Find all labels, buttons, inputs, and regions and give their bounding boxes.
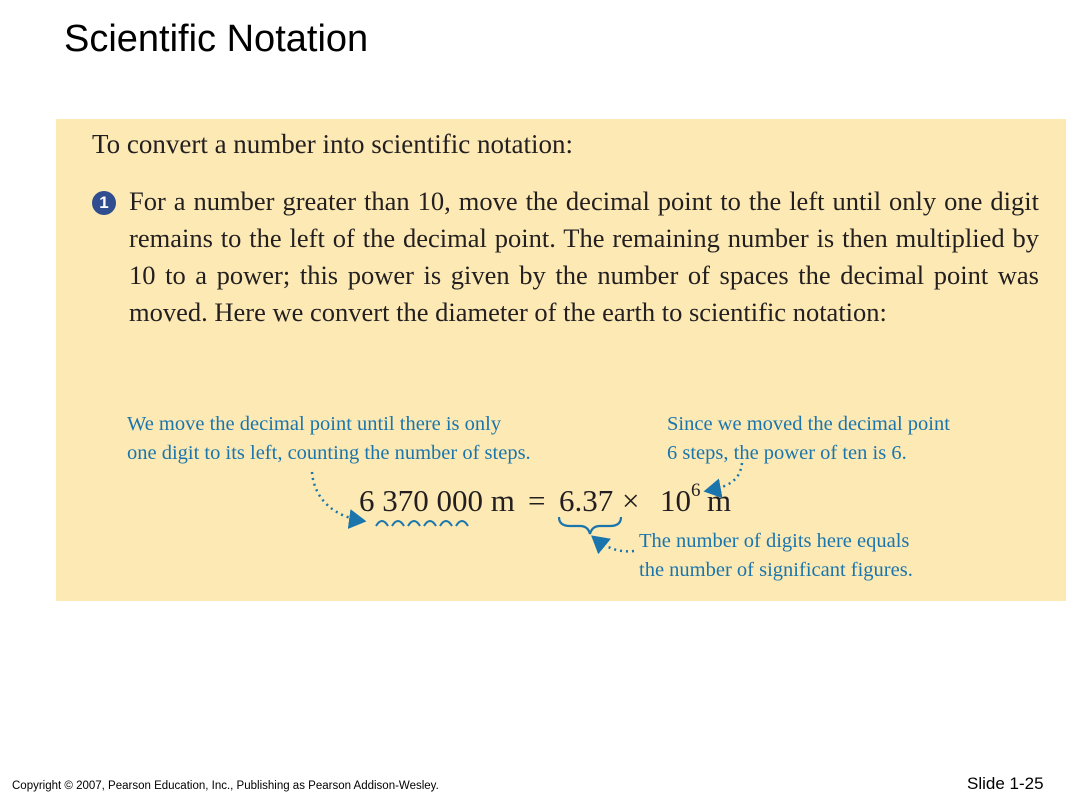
annotation-line: the number of significant figures. (639, 559, 913, 581)
slide-number: Slide 1-25 (967, 774, 1044, 793)
equation-exponent: 6 (691, 479, 701, 501)
dotted-arrow-left (312, 472, 364, 521)
content-panel (56, 119, 1066, 601)
step-number-badge: 1 (92, 191, 116, 215)
annotation-line: The number of digits here equals (639, 530, 910, 552)
annotation-line: We move the decimal point until there is only (127, 413, 502, 435)
equation-original-number: 6 370 000 m (359, 483, 515, 518)
dotted-arrow-bottom (593, 537, 634, 551)
copyright-footer: Copyright © 2007, Pearson Education, Inc., Publishing as Pearson Addison-Wesley. (12, 780, 439, 792)
equation-coefficient: 6.37 (559, 483, 614, 518)
significant-figures-brace (559, 517, 621, 534)
dotted-arrow-right (706, 463, 742, 491)
equation-base: 10 (660, 483, 691, 518)
step-hops (376, 521, 468, 526)
step-description: For a number greater than 10, move the decimal point to the left until only one digit remains to the left of the decimal point. The remaining number is then multiplied by 10 to a power; this power is given by the number of spaces the decimal point was moved. Here we convert the diameter of the earth to scientific notation: (129, 186, 1039, 327)
annotation-line: one digit to its left, counting the number of steps. (127, 442, 531, 464)
annotation-line: 6 steps, the power of ten is 6. (667, 442, 907, 464)
equation-equals: = (528, 483, 546, 518)
equation-unit: m (707, 483, 732, 518)
panel-heading: To convert a number into scientific notation: (92, 129, 573, 159)
annotation-line: Since we moved the decimal point (667, 413, 950, 435)
slide-title: Scientific Notation (64, 18, 369, 60)
annotation-arrows (56, 119, 1066, 601)
equation-times: × (622, 483, 640, 518)
